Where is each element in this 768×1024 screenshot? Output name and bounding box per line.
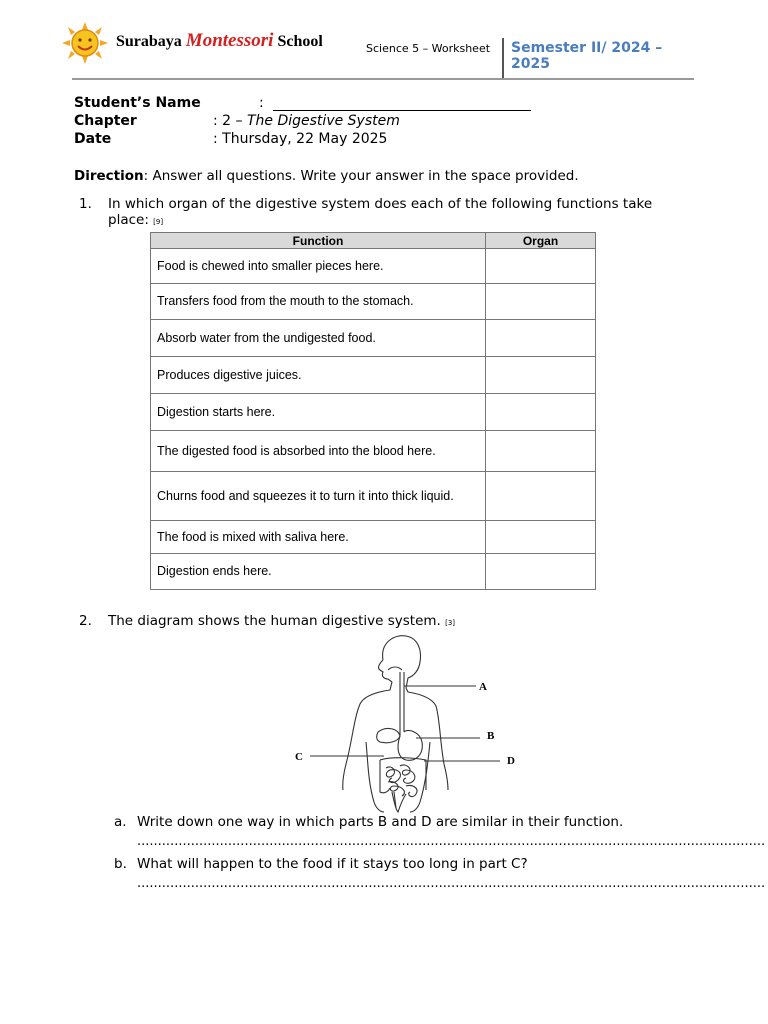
q2-text-body: The diagram shows the human digestive system. — [108, 613, 441, 629]
organ-answer-cell[interactable] — [486, 249, 596, 284]
q1-table — [150, 232, 596, 590]
function-cell: The food is mixed with saliva here. — [151, 521, 486, 554]
direction-text: : Answer all questions. Write your answer in the space provided. — [143, 168, 579, 184]
date-label: Date — [74, 131, 112, 147]
student-name-field[interactable] — [273, 110, 531, 111]
school-logo-sun-icon — [62, 22, 108, 64]
function-cell: The digested food is absorbed into the blood here. — [151, 431, 486, 472]
label-c: C — [295, 751, 303, 763]
q1-text-line2 — [108, 212, 163, 228]
function-cell: Churns food and squeezes it to turn it into thick liquid. — [151, 472, 486, 521]
q2a-letter: a. — [114, 814, 127, 830]
function-cell: Digestion ends here. — [151, 554, 486, 590]
header-divider — [502, 38, 504, 80]
student-name-colon: : — [259, 95, 264, 111]
function-cell: Produces digestive juices. — [151, 357, 486, 394]
direction-label: Direction — [74, 168, 144, 184]
organ-answer-cell[interactable] — [486, 554, 596, 590]
school-name — [116, 30, 323, 52]
header-organ: Organ — [486, 233, 596, 249]
chapter-value — [213, 113, 400, 129]
q1-marks: [9] — [153, 218, 164, 226]
student-name-label: Student’s Name — [74, 95, 201, 111]
semester-line1: Semester II/ 2024 – — [511, 40, 663, 56]
chapter-label: Chapter — [74, 113, 137, 129]
school-name-part2: Montessori — [185, 30, 274, 51]
function-cell: Transfers food from the mouth to the stomach. — [151, 284, 486, 320]
organ-answer-cell[interactable] — [486, 284, 596, 320]
table-row — [151, 394, 596, 431]
date-value: : Thursday, 22 May 2025 — [213, 131, 388, 147]
table-row — [151, 431, 596, 472]
chapter-number: : 2 – — [213, 113, 247, 129]
organ-answer-cell[interactable] — [486, 472, 596, 521]
table-row — [151, 521, 596, 554]
table-row — [151, 357, 596, 394]
header-rule — [72, 78, 694, 80]
worksheet-subject: Science 5 – Worksheet — [366, 42, 491, 55]
table-row — [151, 320, 596, 357]
digestive-system-diagram — [280, 632, 530, 814]
semester-line2: 2025 — [511, 56, 550, 72]
table-row — [151, 249, 596, 284]
chapter-title: The Digestive System — [246, 113, 400, 129]
table-row — [151, 554, 596, 590]
semester-label — [511, 40, 662, 72]
label-a: A — [479, 681, 487, 693]
q2b-text: What will happen to the food if it stays too long in part C? — [137, 856, 528, 872]
table-header-row — [151, 233, 596, 249]
q2-marks: [3] — [445, 619, 456, 627]
organ-answer-cell[interactable] — [486, 357, 596, 394]
function-cell: Food is chewed into smaller pieces here. — [151, 249, 486, 284]
organ-answer-cell[interactable] — [486, 431, 596, 472]
q2a-answer-line[interactable]: ........................................................................................................................................................ — [137, 834, 766, 849]
q2b-letter: b. — [114, 856, 127, 872]
q2b-answer-line[interactable]: ........................................................................................................................................................ — [137, 876, 766, 891]
organ-answer-cell[interactable] — [486, 521, 596, 554]
function-cell: Absorb water from the undigested food. — [151, 320, 486, 357]
label-d: D — [507, 755, 515, 767]
function-cell: Digestion starts here. — [151, 394, 486, 431]
organ-answer-cell[interactable] — [486, 394, 596, 431]
q2a-text: Write down one way in which parts B and D are similar in their function. — [137, 814, 624, 830]
school-name-part1: Surabaya — [116, 33, 182, 50]
direction — [74, 168, 579, 184]
q2-number: 2. — [79, 613, 92, 629]
header-function: Function — [151, 233, 486, 249]
q1-text-line1: In which organ of the digestive system does each of the following functions take — [108, 196, 653, 212]
table-row — [151, 284, 596, 320]
label-b: B — [487, 730, 495, 742]
school-name-part3: School — [277, 33, 323, 50]
q1-number: 1. — [79, 196, 92, 212]
organ-answer-cell[interactable] — [486, 320, 596, 357]
table-row — [151, 472, 596, 521]
q2-text — [108, 613, 455, 629]
q1-text-line2-word: place: — [108, 212, 149, 228]
